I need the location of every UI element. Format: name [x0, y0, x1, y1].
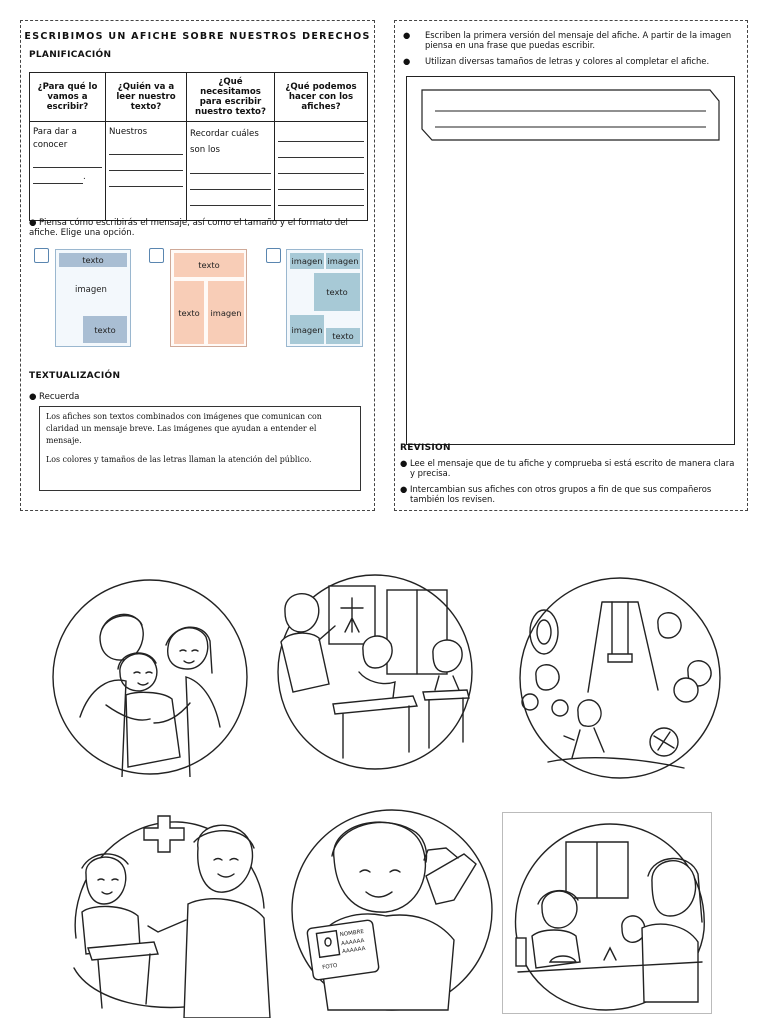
identity-illustration	[288, 800, 498, 1016]
id-card-text: NOMBRE	[339, 928, 365, 939]
bullet-icon: ●	[400, 458, 408, 468]
id-card-text: AAAAAA	[340, 937, 365, 948]
answer-line[interactable]	[278, 161, 364, 174]
table-cell-uses[interactable]	[275, 122, 368, 221]
option-2-checkbox[interactable]	[149, 248, 164, 263]
layout-block: texto	[174, 281, 204, 344]
revision-item: ● Lee el mensaje que de tu afiche y comprueba si está escrito de manera clara y precisa.	[400, 458, 735, 478]
layout-option-1[interactable]	[55, 249, 131, 347]
layout-block: texto	[326, 328, 360, 344]
table-header: ¿Para qué lo vamos a escribir?	[30, 73, 106, 122]
planning-panel	[20, 20, 375, 511]
answer-line[interactable]	[278, 193, 364, 206]
answer-line[interactable]	[109, 158, 183, 171]
answer-line[interactable]	[278, 129, 364, 142]
format-instruction: ● Piensa cómo escribirás el mensaje, así como el tamaño y el formato del afiche. Elige una opción.	[29, 218, 348, 238]
revision-item: ● Intercambian sus afiches con otros grupos a fin de que sus compañeros también los revisen.	[400, 484, 712, 504]
doctor-illustration	[58, 808, 278, 1018]
planning-heading: PLANIFICACIÓN	[29, 50, 112, 60]
poster-drawing-area[interactable]	[406, 76, 735, 445]
classroom-illustration	[263, 572, 481, 772]
answer-line[interactable]	[190, 161, 271, 174]
recuerda-box	[39, 406, 361, 491]
layout-block: texto	[83, 316, 127, 343]
bullet-icon: ●	[403, 30, 411, 40]
recuerda-paragraph: Los afiches son textos combinados con imágenes que comunican con claridad un mensaje breve. Las imágenes que ayudan a entender el mensaje.	[46, 412, 322, 445]
revision-heading: REVISION	[400, 443, 451, 453]
cell-text: Nuestros	[109, 127, 148, 137]
answer-line[interactable]	[190, 177, 271, 190]
answer-line[interactable]	[278, 177, 364, 190]
answer-line[interactable]	[109, 142, 183, 155]
banner-frame[interactable]	[421, 89, 720, 141]
answer-line[interactable]	[33, 155, 102, 168]
layout-option-3[interactable]	[286, 249, 363, 347]
layout-block: texto	[314, 273, 360, 311]
answer-line[interactable]	[33, 171, 83, 184]
table-header: ¿Qué podemos hacer con los afiches?	[275, 73, 368, 122]
cell-text: Recordar cuáles son los	[190, 129, 259, 155]
answer-line[interactable]	[278, 145, 364, 158]
layout-block: texto	[59, 253, 127, 267]
bullet-icon: ●	[29, 218, 37, 228]
layout-block: imagen	[208, 281, 244, 344]
table-cell-needs[interactable]	[187, 122, 275, 221]
family-hug-illustration	[40, 577, 260, 777]
recuerda-paragraph: Los colores y tamaños de las letras llaman la atención del público.	[46, 455, 312, 464]
table-header-row	[30, 73, 368, 122]
layout-block: imagen	[290, 253, 324, 269]
bullet-icon: ●	[400, 484, 408, 494]
layout-block: imagen	[75, 285, 107, 295]
option-1-checkbox[interactable]	[34, 248, 49, 263]
bullet-icon: ●	[403, 56, 411, 66]
answer-line[interactable]	[190, 193, 271, 206]
planning-table	[29, 72, 368, 221]
answer-line[interactable]	[109, 174, 183, 187]
table-row	[30, 122, 368, 221]
poster-panel	[394, 20, 748, 511]
instruction-item: ● Escriben la primera versión del mensaje del afiche. A partir de la imagen piensa en una frase que puedas escribir.	[403, 30, 732, 50]
layout-block: imagen	[326, 253, 360, 269]
textualization-heading: TEXTUALIZACIÓN	[29, 371, 121, 381]
option-3-checkbox[interactable]	[266, 248, 281, 263]
period: .	[83, 172, 86, 182]
id-card-text: FOTO	[321, 962, 338, 972]
table-cell-purpose[interactable]	[30, 122, 106, 221]
table-cell-reader[interactable]	[106, 122, 187, 221]
worksheet-title: ESCRIBIMOS UN AFICHE SOBRE NUESTROS DERECHOS	[24, 31, 371, 42]
recuerda-label: ● Recuerda	[29, 392, 80, 402]
table-header: ¿Quién va a leer nuestro texto?	[106, 73, 187, 122]
playground-illustration	[508, 572, 728, 782]
layout-block: imagen	[290, 315, 324, 344]
family-meal-illustration	[502, 812, 712, 1014]
layout-option-2[interactable]	[170, 249, 247, 347]
bullet-icon: ●	[29, 392, 37, 402]
id-card-text: AAAAAA	[341, 945, 366, 956]
instruction-item: ● Utilizan diversas tamaños de letras y colores al completar el afiche.	[403, 56, 710, 66]
layout-block: texto	[174, 253, 244, 277]
cell-text: Para dar a conocer	[33, 127, 77, 150]
table-header: ¿Qué necesitamos para escribir nuestro texto?	[187, 73, 275, 122]
